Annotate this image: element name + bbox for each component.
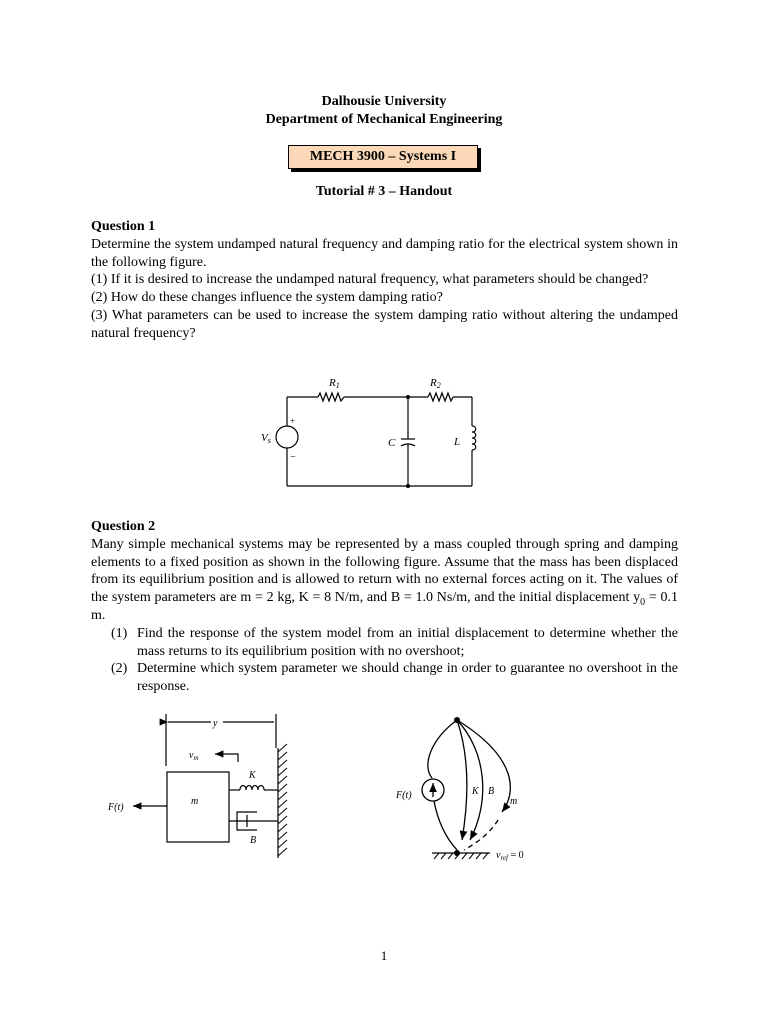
resistor-r1-symbol xyxy=(318,393,344,401)
mass-block xyxy=(167,772,229,842)
course-title-box: MECH 3900 – Systems I xyxy=(288,145,478,169)
question-1-item-1: (1) If it is desired to increase the undamped natural frequency, what parameters should be changed? xyxy=(91,272,649,288)
voltage-source-symbol xyxy=(276,426,298,448)
mass-label: m xyxy=(191,796,199,807)
mass-branch xyxy=(457,720,510,812)
damper-label: B xyxy=(250,835,257,846)
question-1-item-3: (3) What parameters can be used to increase the system damping ratio without altering the undamped natural frequency? xyxy=(91,307,678,341)
graph-damper-label: B xyxy=(488,786,495,797)
damper-branch xyxy=(457,720,483,840)
force-label: F(t) xyxy=(108,802,124,813)
reference-velocity-label: $v_{ref} = 0$ xyxy=(496,850,524,862)
spring-symbol xyxy=(240,786,264,791)
graph-mass-label: m xyxy=(510,796,518,807)
graph-spring-label: K xyxy=(472,786,479,797)
circuit-diagram xyxy=(252,364,492,504)
displacement-label: y xyxy=(213,718,218,729)
spring-label: K xyxy=(249,770,256,781)
linear-graph-diagram xyxy=(392,712,552,872)
question-1 xyxy=(91,218,678,343)
spring-branch xyxy=(457,720,467,840)
resistor-r2-symbol xyxy=(428,393,453,401)
source-plus-sign: + xyxy=(290,416,296,426)
resistor-r2-label: R2 xyxy=(430,377,441,390)
resistor-r1-label: R1 xyxy=(329,377,340,390)
question-1-item-2: (2) How do these changes influence the system damping ratio? xyxy=(91,290,443,306)
inductor-symbol xyxy=(472,426,476,450)
question-2 xyxy=(91,518,678,696)
voltage-source-label: Vs xyxy=(261,432,271,445)
question-2-item-2: (2) Determine which system parameter we should change in order to guarantee no overshoot in the response. xyxy=(111,661,678,695)
source-minus-sign: − xyxy=(290,452,296,463)
question-2-item-1: (1) Find the response of the system model from an initial displacement to determine whether the mass returns to its equilibrium position with no overshoot; xyxy=(111,625,678,659)
question-1-title: Question 1 xyxy=(91,219,156,234)
graph-force-label: F(t) xyxy=(396,790,412,801)
question-2-paragraph: Many simple mechanical systems may be represented by a mass coupled through spring and damping elements to a fixed position as shown in the following figure. Assume that the mass has been displaced from its equilibrium position and is allowed to return with no external forces acting on it. The values of the system parameters are m = 2 kg, K = 8 N/m, and B = 1.0 Ns/m, and the initial displacement $y_0 = 0.1$ m. xyxy=(91,536,678,623)
page-number: 1 xyxy=(380,948,388,963)
question-1-intro: Determine the system undamped natural frequency and damping ratio for the electrical system shown in the following figure. xyxy=(91,236,678,270)
tutorial-title: Tutorial # 3 – Handout xyxy=(315,184,453,199)
mass-spring-damper-diagram xyxy=(95,708,305,868)
capacitor-label: C xyxy=(388,437,396,449)
inductor-label: L xyxy=(454,436,461,448)
university-name: Dalhousie University xyxy=(321,94,447,109)
department-name: Department of Mechanical Engineering xyxy=(265,112,503,127)
velocity-label: $v_m$ xyxy=(189,750,199,762)
question-2-title: Question 2 xyxy=(91,519,156,534)
